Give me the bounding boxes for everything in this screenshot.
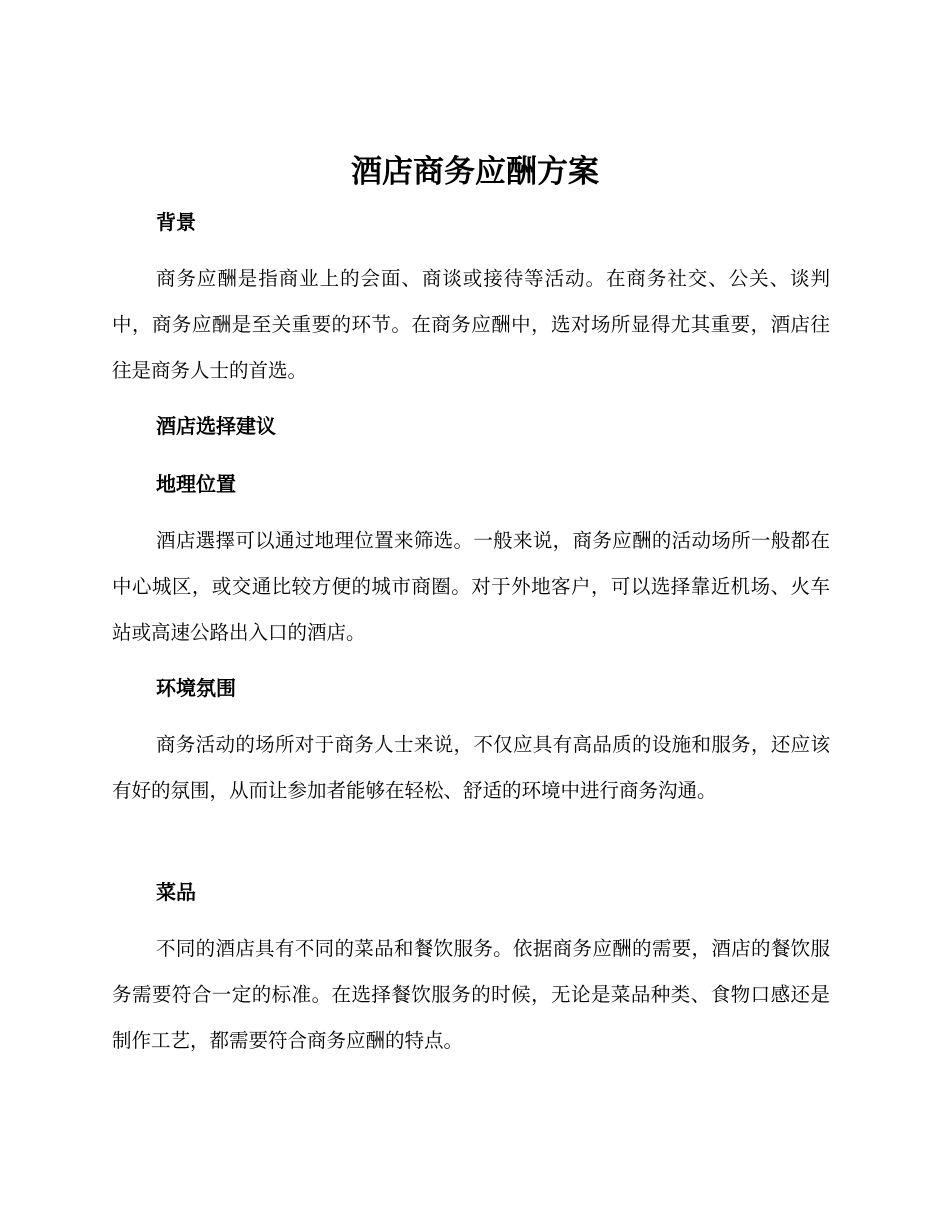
paragraph-location: 酒店選擇可以通过地理位置来筛选。一般来说，商务应酬的活动场所一般都在中心城区，或交通比较方便的城市商圈。对于外地客户，可以选择靠近机场、火车站或高速公路出入口的酒店。	[112, 529, 830, 644]
paragraph-background: 商务应酬是指商业上的会面、商谈或接待等活动。在商务社交、公关、谈判中，商务应酬是至关重要的环节。在商务应酬中，选对场所显得尤其重要，酒店往往是商务人士的首选。	[112, 267, 830, 382]
section-heading-hotel-advice: 酒店选择建议	[156, 414, 276, 438]
page-title: 酒店商务应酬方案	[351, 154, 599, 190]
section-heading-background: 背景	[156, 210, 196, 234]
paragraph-dishes: 不同的酒店具有不同的菜品和餐饮服务。依据商务应酬的需要，酒店的餐饮服务需要符合一定的标准。在选择餐饮服务的时候，无论是菜品种类、食物口感还是制作工艺，都需要符合商务应酬的特点。	[112, 937, 830, 1052]
section-heading-ambience: 环境氛围	[156, 676, 236, 700]
paragraph-ambience: 商务活动的场所对于商务人士来说，不仅应具有高品质的设施和服务，还应该有好的氛围，从而让参加者能够在轻松、舒适的环境中进行商务沟通。	[112, 733, 830, 802]
section-heading-location: 地理位置	[156, 472, 236, 496]
section-heading-dishes: 菜品	[156, 880, 196, 904]
